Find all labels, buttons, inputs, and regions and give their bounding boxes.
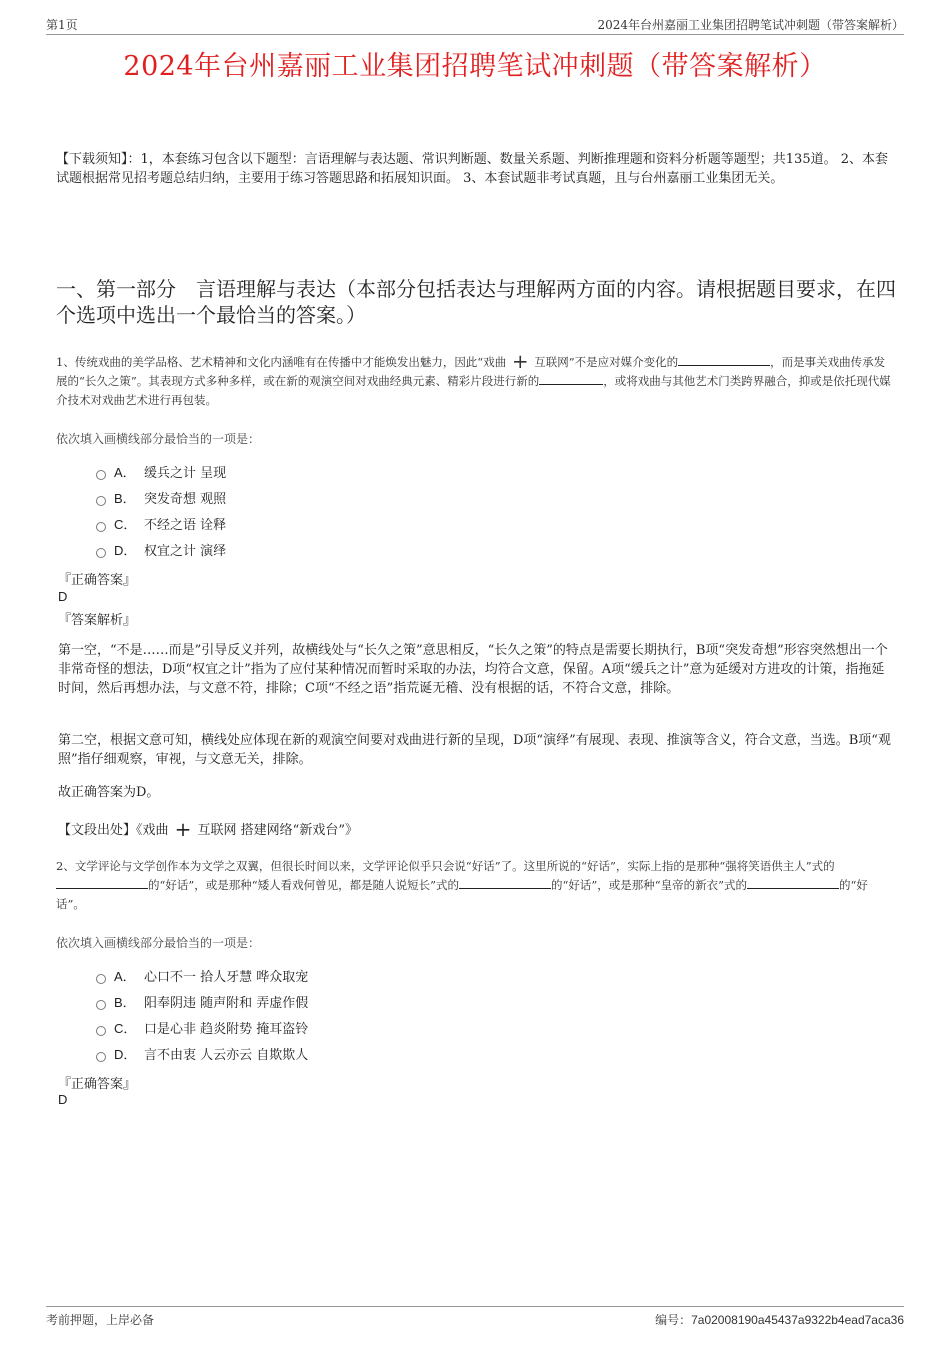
question-text: ，或将戏曲与其他艺术门类跨界融合，抑或是依托现代媒介技术对戏曲艺术进行再包装。 [56,374,891,407]
document-title: 2024年台州嘉丽工业集团招聘笔试冲刺题（带答案解析） [123,51,827,82]
page-footer [46,1306,904,1329]
answer-value: D [58,589,68,604]
footer-slogan: 考前押题，上岸必备 [46,1313,155,1327]
answer-label: 『正确答案』 [58,1077,137,1092]
option-c[interactable] [96,514,226,540]
option-letter: C． [114,517,137,532]
question-1-stem [56,349,896,410]
question-text: 的“好话”，或是那种“矮人看戏何曾见，都是随人说短长”式的 [148,878,460,892]
question-text: 的“好话”。 [56,878,868,911]
answer-value: D [58,1092,68,1107]
radio-icon[interactable] [96,1000,106,1010]
radio-icon[interactable] [96,548,106,558]
option-d[interactable] [96,1044,308,1070]
option-letter: D． [114,1047,137,1062]
option-text: 阳奉阴违 随声附和 弄虚作假 [144,996,309,1011]
option-letter: A． [114,969,136,984]
question-2-instruction: 依次填入画横线部分最恰当的一项是： [56,936,261,950]
answer-label: 『正确答案』 [58,573,137,588]
option-text: 不经之语 诠释 [144,518,227,533]
fill-blank [747,876,839,889]
option-text: 言不由衷 人云亦云 自欺欺人 [144,1048,309,1063]
option-b[interactable] [96,992,308,1018]
radio-icon[interactable] [96,1026,106,1036]
code-label: 编号： [655,1313,692,1327]
question-2-stem [56,857,896,914]
question-2-options [96,966,308,1070]
plus-sign: + [511,349,529,373]
header-doc-title: 2024年台州嘉丽工业集团招聘笔试冲刺题（带答案解析） [597,18,904,32]
plus-sign: + [174,817,192,841]
page-number: 第1页 [46,18,78,32]
option-text: 口是心非 趋炎附势 掩耳盗铃 [144,1022,309,1037]
fill-blank [56,876,148,889]
radio-icon[interactable] [96,1052,106,1062]
analysis-label: 『答案解析』 [58,613,137,628]
option-letter: D． [114,543,137,558]
section-heading: 一、第一部分 言语理解与表达（本部分包括表达与理解两方面的内容。请根据题目要求，在四个选项中选出一个最恰当的答案。） [56,277,896,327]
radio-icon[interactable] [96,974,106,984]
question-text: ，而是事关戏曲传承发展的“长久之策”。其表现方式多种多样，或在新的观演空间对戏曲经典元素、精彩片段进行新的 [56,355,886,388]
option-text: 突发奇想 观照 [144,492,227,507]
radio-icon[interactable] [96,496,106,506]
option-a[interactable] [96,966,308,992]
option-letter: A． [114,465,136,480]
fill-blank [539,372,603,385]
option-letter: B． [114,995,136,1010]
analysis-conclusion: 故正确答案为D。 [58,785,160,800]
analysis-paragraph-2: 第二空，根据文意可知，横线处应体现在新的观演空间要对戏曲进行新的呈现，D项“演绎”有展现、表现、推演等含义，符合文意，当选。B项“观照”指仔细观察，审视，与文意无关，排除。 [58,733,891,767]
analysis-paragraph-1: 第一空，“不是……而是”引导反义并列，故横线处与“长久之策”意思相反，“长久之策”的特点是需要长期执行，B项“突发奇想”形容突然想出一个非常奇怪的想法，D项“权宜之计”指为了应付某种情况而暂时采取的办法，均符合文意，保留。A项“缓兵之计”意为延缓对方进攻的计策，指拖延时间，然后再想办法，与文意不符，排除；C项“不经之语”指荒诞无稽、没有根据的话，不符合文意，排除。 [58,643,888,696]
option-text: 心口不一 拾人牙慧 哗众取宠 [144,970,309,985]
option-letter: B． [114,491,136,506]
source-text: 互联网 搭建网络“新戏台”》 [193,823,358,838]
source-text: 【文段出处】《戏曲 [58,823,173,838]
question-text: 互联网”不是应对媒介变化的 [530,355,679,369]
radio-icon[interactable] [96,522,106,532]
question-1-options [96,462,226,566]
question-text: 的“好话”，或是那种“皇帝的新衣”式的 [551,878,748,892]
source-citation [58,817,894,841]
option-text: 权宜之计 演绎 [144,544,227,559]
option-d[interactable] [96,540,226,566]
fill-blank [678,353,770,366]
option-b[interactable] [96,488,226,514]
fill-blank [459,876,551,889]
question-1-instruction: 依次填入画横线部分最恰当的一项是： [56,432,261,446]
option-c[interactable] [96,1018,308,1044]
option-text: 缓兵之计 呈现 [144,466,227,481]
radio-icon[interactable] [96,470,106,480]
question-text: 2、文学评论与文学创作本为文学之双翼，但很长时间以来，文学评论似乎只会说“好话”了。这里所说的“好话”，实际上指的是那种“强将笑语供主人”式的 [56,859,835,873]
option-a[interactable] [96,462,226,488]
footer-code [655,1311,904,1328]
question-text: 1、传统戏曲的美学品格、艺术精神和文化内涵唯有在传播中才能焕发出魅力，因此“戏曲 [56,355,510,369]
page-header [46,14,904,35]
option-letter: C． [114,1021,137,1036]
download-notice: 【下载须知】：1，本套练习包含以下题型：言语理解与表达题、常识判断题、数量关系题、判断推理题和资料分析题等题型；共135道。 2、本套试题根据常见招考题总结归纳，主要用于练习答题思路和拓展知识面。 3、本套试题非考试真题，且与台州嘉丽工业集团无关。 [56,152,888,186]
code-value: 7a02008190a45437a9322b4ead7aca36 [691,1313,904,1327]
